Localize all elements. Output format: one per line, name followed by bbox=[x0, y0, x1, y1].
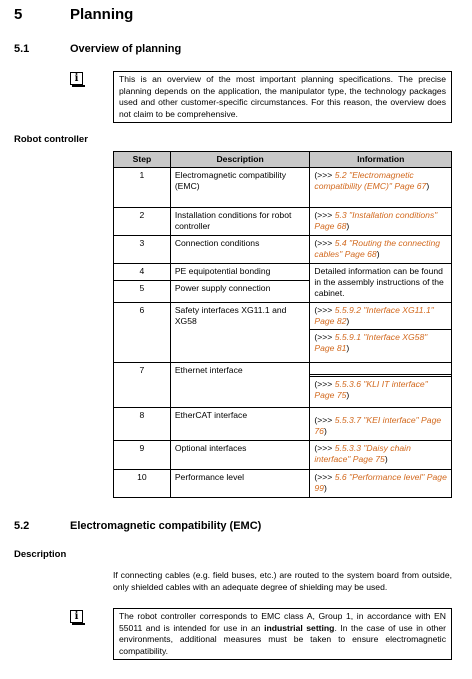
description-cell: EtherCAT interface bbox=[170, 408, 310, 441]
info-icon: i bbox=[70, 72, 83, 85]
table-row bbox=[114, 208, 452, 236]
emc-note-text-end: . In the case of use in other environments, additional measures must be taken to ensure electromagnetic compatibility. bbox=[119, 622, 447, 656]
table-row bbox=[114, 363, 452, 408]
table-row bbox=[114, 236, 452, 264]
section-title: Electromagnetic compatibility (EMC) bbox=[70, 520, 262, 532]
emc-note-emphasis: industrial setting bbox=[264, 622, 335, 633]
step-cell: 1 bbox=[114, 168, 171, 208]
table-row bbox=[114, 303, 452, 363]
ref-prefix: (>>> bbox=[314, 305, 335, 315]
table-row bbox=[114, 470, 452, 498]
information-cell bbox=[310, 236, 452, 264]
chapter-title: Planning bbox=[70, 6, 134, 23]
description-cell: Connection conditions bbox=[170, 236, 310, 264]
cross-reference-link[interactable]: 5.5.3.3 "Daisy chain interface" Page 75 bbox=[314, 443, 411, 464]
planning-table bbox=[113, 151, 452, 498]
section-title: Overview of planning bbox=[70, 43, 182, 55]
step-cell: 6 bbox=[114, 303, 171, 363]
description-cell: Optional interfaces bbox=[170, 441, 310, 470]
ref-prefix: (>>> bbox=[314, 379, 335, 389]
info-icon: i bbox=[70, 610, 83, 623]
table-row bbox=[114, 168, 452, 208]
information-cell bbox=[310, 441, 452, 470]
ref-suffix: ) bbox=[376, 249, 380, 259]
step-cell: 9 bbox=[114, 441, 171, 470]
ref-suffix: ) bbox=[346, 221, 350, 231]
ref-suffix: ) bbox=[323, 483, 327, 493]
ref-prefix: (>>> bbox=[314, 415, 335, 425]
info-note: This is an overview of the most important planning specifications. The precise planning depends on the application, the manipulator type, the technology packages used and other customer-specific circumstances. For this reason, the overview does not claim to be comprehensive. bbox=[113, 71, 452, 123]
information-cell bbox=[310, 208, 452, 236]
ref-prefix: (>>> bbox=[314, 170, 335, 180]
ref-prefix: (>>> bbox=[314, 210, 335, 220]
ref-prefix: (>>> bbox=[314, 332, 335, 342]
section-number: 5.2 bbox=[14, 520, 30, 532]
column-header-description: Description bbox=[170, 152, 310, 168]
table-header-row bbox=[114, 152, 452, 168]
table-row bbox=[114, 441, 452, 470]
description-cell: Safety interfaces XG11.1 and XG58 bbox=[170, 303, 310, 363]
description-cell: PE equipotential bonding bbox=[170, 264, 310, 281]
description-cell: Power supply connection bbox=[170, 281, 310, 303]
table-row bbox=[114, 408, 452, 441]
description-label: Description bbox=[14, 549, 67, 560]
ref-prefix: (>>> bbox=[314, 238, 335, 248]
emc-info-note bbox=[113, 608, 452, 660]
cross-reference-link[interactable]: 5.5.9.1 "Interface XG58" Page 81 bbox=[314, 332, 428, 353]
ref-suffix: ) bbox=[346, 343, 350, 353]
cross-reference-link[interactable]: 5.5.9.2 "Interface XG11.1" Page 82 bbox=[314, 305, 434, 326]
information-cell bbox=[310, 303, 452, 363]
ref-suffix: ) bbox=[426, 181, 430, 191]
robot-controller-label: Robot controller bbox=[14, 134, 88, 145]
cross-reference-link[interactable]: 5.3 "Installation conditions" Page 68 bbox=[314, 210, 438, 231]
ref-suffix: ) bbox=[384, 454, 388, 464]
emc-paragraph: If connecting cables (e.g. field buses, etc.) are routed to the system board from outside, only shielded cables with an adequate degree of shielding may be used. bbox=[113, 570, 452, 592]
information-cell bbox=[310, 363, 452, 408]
description-cell: Installation conditions for robot controller bbox=[170, 208, 310, 236]
chapter-number: 5 bbox=[14, 6, 23, 23]
description-cell: Ethernet interface bbox=[170, 363, 310, 408]
cross-reference-link[interactable]: 5.5.3.7 "KEI interface" Page 76 bbox=[314, 415, 442, 436]
table-row bbox=[114, 264, 452, 281]
cross-reference-link[interactable]: 5.5.3.6 "KLI IT interface" Page 75 bbox=[314, 379, 428, 400]
information-cell bbox=[310, 470, 452, 498]
description-cell: Performance level bbox=[170, 470, 310, 498]
column-header-information: Information bbox=[310, 152, 452, 168]
step-cell: 5 bbox=[114, 281, 171, 303]
information-cell: Detailed information can be found in the assembly instructions of the cabinet. bbox=[310, 264, 452, 303]
information-cell bbox=[310, 408, 452, 441]
step-cell: 4 bbox=[114, 264, 171, 281]
information-cell bbox=[310, 168, 452, 208]
column-header-step: Step bbox=[114, 152, 171, 168]
step-cell: 10 bbox=[114, 470, 171, 498]
cross-reference-link[interactable]: 5.6 "Performance level" Page 99 bbox=[314, 472, 447, 493]
step-cell: 7 bbox=[114, 363, 171, 408]
ref-suffix: ) bbox=[346, 316, 350, 326]
ref-suffix: ) bbox=[323, 426, 327, 436]
section-number: 5.1 bbox=[14, 43, 30, 55]
ref-prefix: (>>> bbox=[314, 472, 335, 482]
step-cell: 3 bbox=[114, 236, 171, 264]
step-cell: 8 bbox=[114, 408, 171, 441]
emc-note-text: The robot controller corresponds to EMC class A, Group 1, in accordance with EN 55011 and is intended for use in an bbox=[119, 611, 446, 633]
step-cell: 2 bbox=[114, 208, 171, 236]
ref-suffix: ) bbox=[346, 390, 350, 400]
cross-reference-link[interactable]: 5.2 "Electromagnetic compatibility (EMC)" Page 67 bbox=[314, 170, 427, 191]
ref-prefix: (>>> bbox=[314, 443, 335, 453]
description-cell: Electromagnetic compatibility (EMC) bbox=[170, 168, 310, 208]
cross-reference-link[interactable]: 5.4 "Routing the connecting cables" Page 68 bbox=[314, 238, 440, 259]
